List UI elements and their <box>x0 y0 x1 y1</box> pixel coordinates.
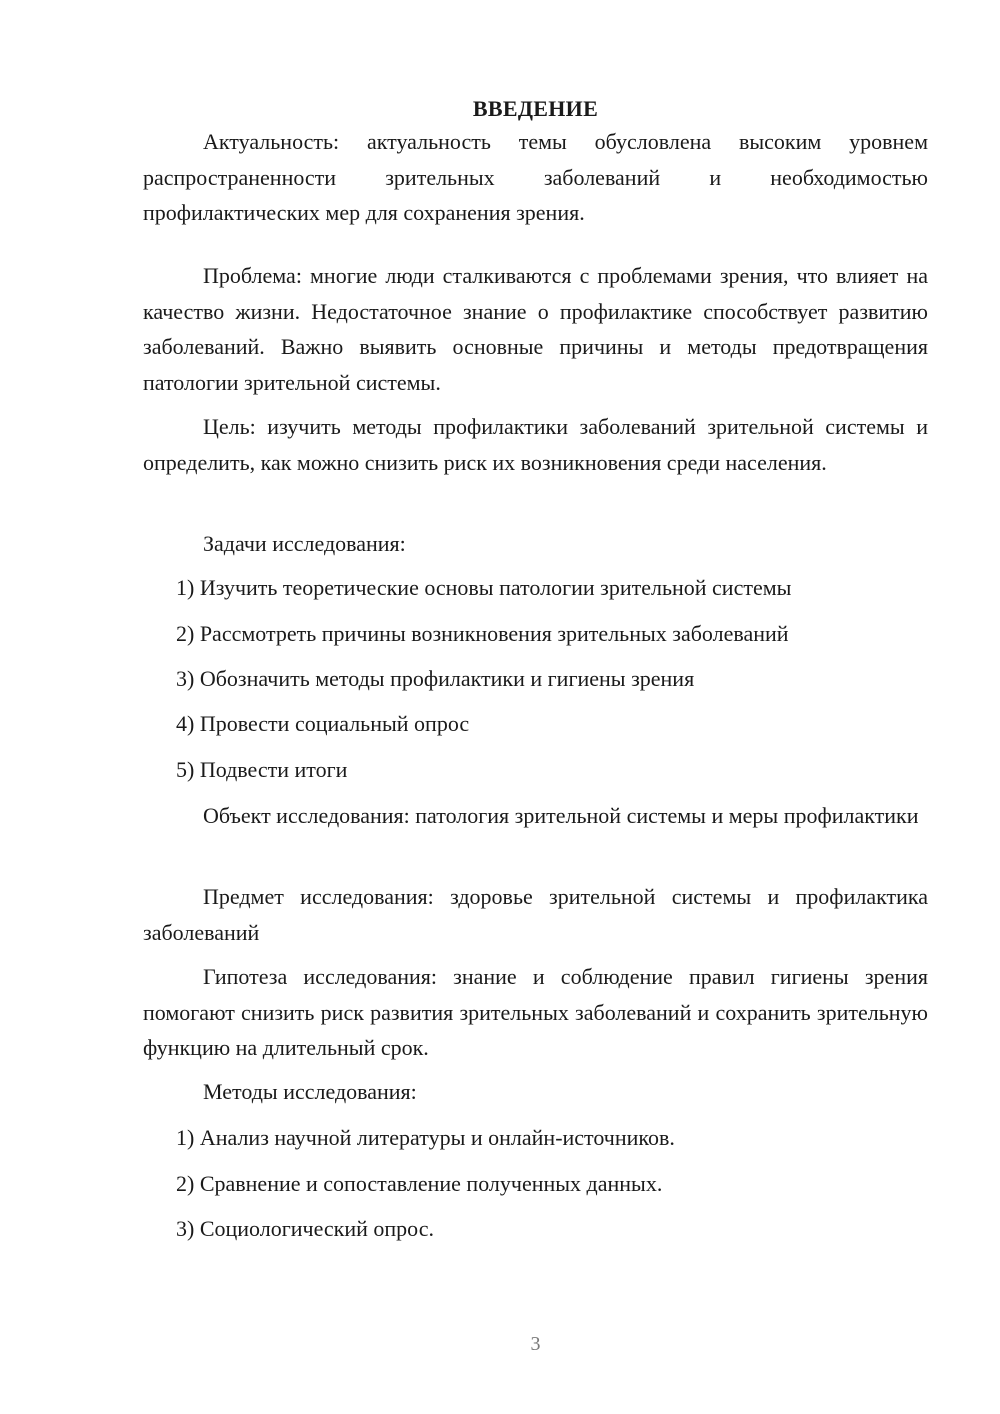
goal-paragraph: Цель: изучить методы профилактики заболеваний зрительной системы и определить, как можно снизить риск их возникновения среди населения. <box>143 414 928 475</box>
relevance-paragraph: Актуальность: актуальность темы обусловлена высоким уровнем распространенности зрительных заболеваний и необходимостью профилактических мер для сохранения зрения. <box>143 129 928 225</box>
problem-paragraph: Проблема: многие люди сталкиваются с проблемами зрения, что влияет на качество жизни. Недостаточное знание о профилактике способствует развитию заболеваний. Важно выявить основные причины и методы предотвращения патологии зрительной системы. <box>143 263 928 395</box>
object-paragraph: Объект исследования: патология зрительной системы и меры профилактики <box>203 803 919 828</box>
subject-paragraph: Предмет исследования: здоровье зрительной системы и профилактика заболеваний <box>143 884 928 945</box>
list-item: 3) Обозначить методы профилактики и гигиены зрения <box>176 666 695 691</box>
page-title: ВВЕДЕНИЕ <box>472 96 599 121</box>
list-item: 2) Рассмотреть причины возникновения зрительных заболеваний <box>176 621 789 646</box>
list-item: 5) Подвести итоги <box>176 757 348 782</box>
methods-heading: Методы исследования: <box>203 1079 417 1104</box>
list-item: 3) Социологический опрос. <box>176 1216 434 1241</box>
list-item: 1) Анализ научной литературы и онлайн-источников. <box>176 1125 675 1150</box>
hypothesis-paragraph: Гипотеза исследования: знание и соблюдение правил гигиены зрения помогают снизить риск развития зрительных заболеваний и сохранить зрительную функцию на длительный срок. <box>143 964 928 1060</box>
tasks-heading: Задачи исследования: <box>203 531 406 556</box>
list-item: 4) Провести социальный опрос <box>176 711 470 736</box>
page-number: 3 <box>530 1333 541 1355</box>
list-item: 1) Изучить теоретические основы патологии зрительной системы <box>176 575 792 600</box>
list-item: 2) Сравнение и сопоставление полученных данных. <box>176 1171 663 1196</box>
